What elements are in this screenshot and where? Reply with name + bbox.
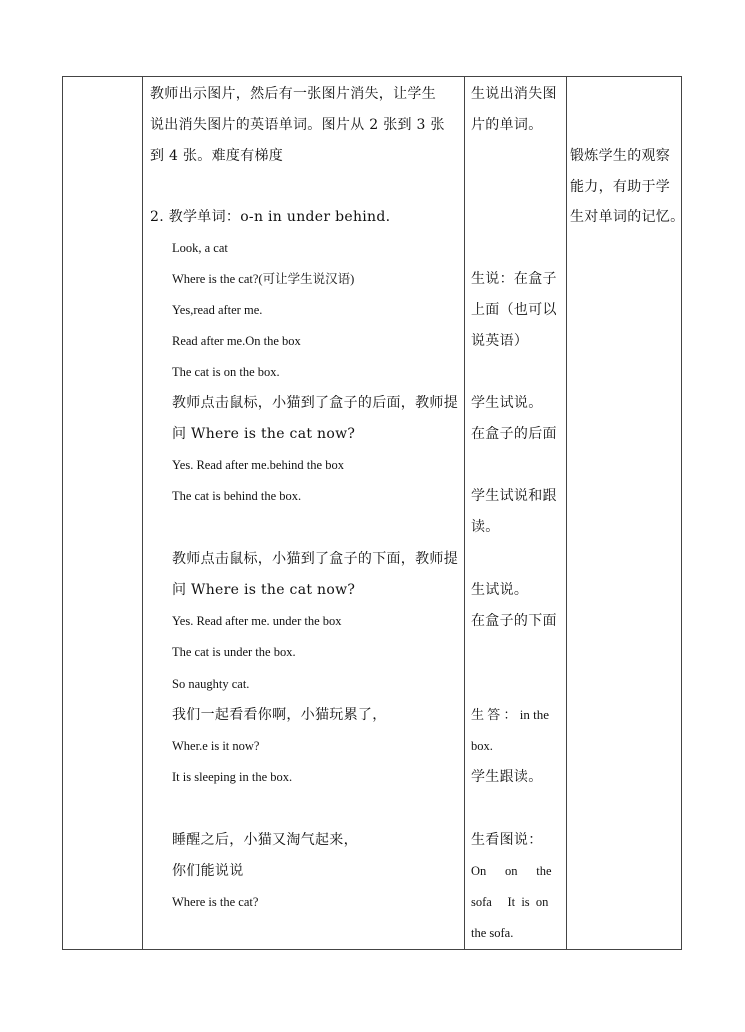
teacher-line: The cat is under the box. (172, 645, 296, 659)
student-line: 学生试说和跟 (471, 488, 557, 504)
teacher-line: 2. 教学单词：o-n in under behind. (150, 209, 391, 225)
column-divider-3 (566, 76, 567, 950)
teacher-line: 到 4 张。难度有梯度 (150, 148, 284, 164)
student-line: sofa It is on (471, 895, 549, 909)
student-line: 生试说。 (471, 582, 529, 598)
teacher-line: 教师出示图片，然后有一张图片消失，让学生 (150, 86, 436, 102)
column-divider-2 (464, 76, 465, 950)
teacher-line: 你们能说说 (172, 863, 244, 879)
teacher-line: 睡醒之后，小猫又淘气起来， (172, 832, 358, 848)
purpose-line: 能力，有助于学 (570, 179, 671, 195)
column-empty (62, 76, 142, 950)
column-teacher-activity (150, 76, 462, 950)
teacher-line: 问 Where is the cat now? (172, 426, 356, 442)
student-line: 上面（也可以 (471, 302, 557, 318)
purpose-line: 生对单词的记忆。 (570, 209, 685, 225)
student-line: 片的单词。 (471, 117, 543, 133)
column-divider-1 (142, 76, 143, 950)
teacher-line: 我们一起看看你啊，小猫玩累了， (172, 707, 387, 723)
teacher-line: 教师点击鼠标，小猫到了盒子的后面，教师提 (172, 395, 458, 411)
teacher-line: So naughty cat. (172, 677, 250, 691)
column-student-activity (471, 76, 559, 950)
teacher-line: Look, a cat (172, 241, 228, 255)
teacher-line: It is sleeping in the box. (172, 770, 293, 784)
teacher-line: Yes. Read after me.behind the box (172, 458, 344, 472)
student-line: On on the (471, 864, 552, 878)
student-line: 说英语） (471, 333, 529, 349)
student-line: 生说出消失图 (471, 86, 557, 102)
student-line: 生看图说： (471, 832, 543, 848)
student-line: 生 答 ： in the (471, 707, 549, 722)
purpose-line: 锻炼学生的观察 (570, 148, 671, 164)
student-line: 学生试说。 (471, 395, 543, 411)
lesson-plan-table (62, 76, 685, 950)
student-line: 在盒子的下面 (471, 613, 557, 629)
student-line: 生说：在盒子 (471, 271, 557, 287)
teacher-line: Where is the cat?(可让学生说汉语) (172, 272, 355, 286)
student-line: 学生跟读。 (471, 769, 543, 785)
student-line: 读。 (471, 519, 500, 535)
teacher-line: Read after me.On the box (172, 334, 301, 348)
teacher-line: Yes. Read after me. under the box (172, 614, 342, 628)
student-line: box. (471, 739, 493, 753)
teacher-line: Yes,read after me. (172, 303, 263, 317)
teacher-line: 问 Where is the cat now? (172, 582, 356, 598)
teacher-line: 说出消失图片的英语单词。图片从 2 张到 3 张 (150, 117, 445, 133)
column-design-purpose (570, 76, 685, 950)
student-line: the sofa. (471, 926, 514, 940)
teacher-line: Where is the cat? (172, 895, 259, 909)
teacher-line: The cat is on the box. (172, 365, 280, 379)
teacher-line: Wher.e is it now? (172, 739, 260, 753)
teacher-line: The cat is behind the box. (172, 489, 302, 503)
student-line: 在盒子的后面 (471, 426, 557, 442)
teacher-line: 教师点击鼠标，小猫到了盒子的下面，教师提 (172, 551, 458, 567)
